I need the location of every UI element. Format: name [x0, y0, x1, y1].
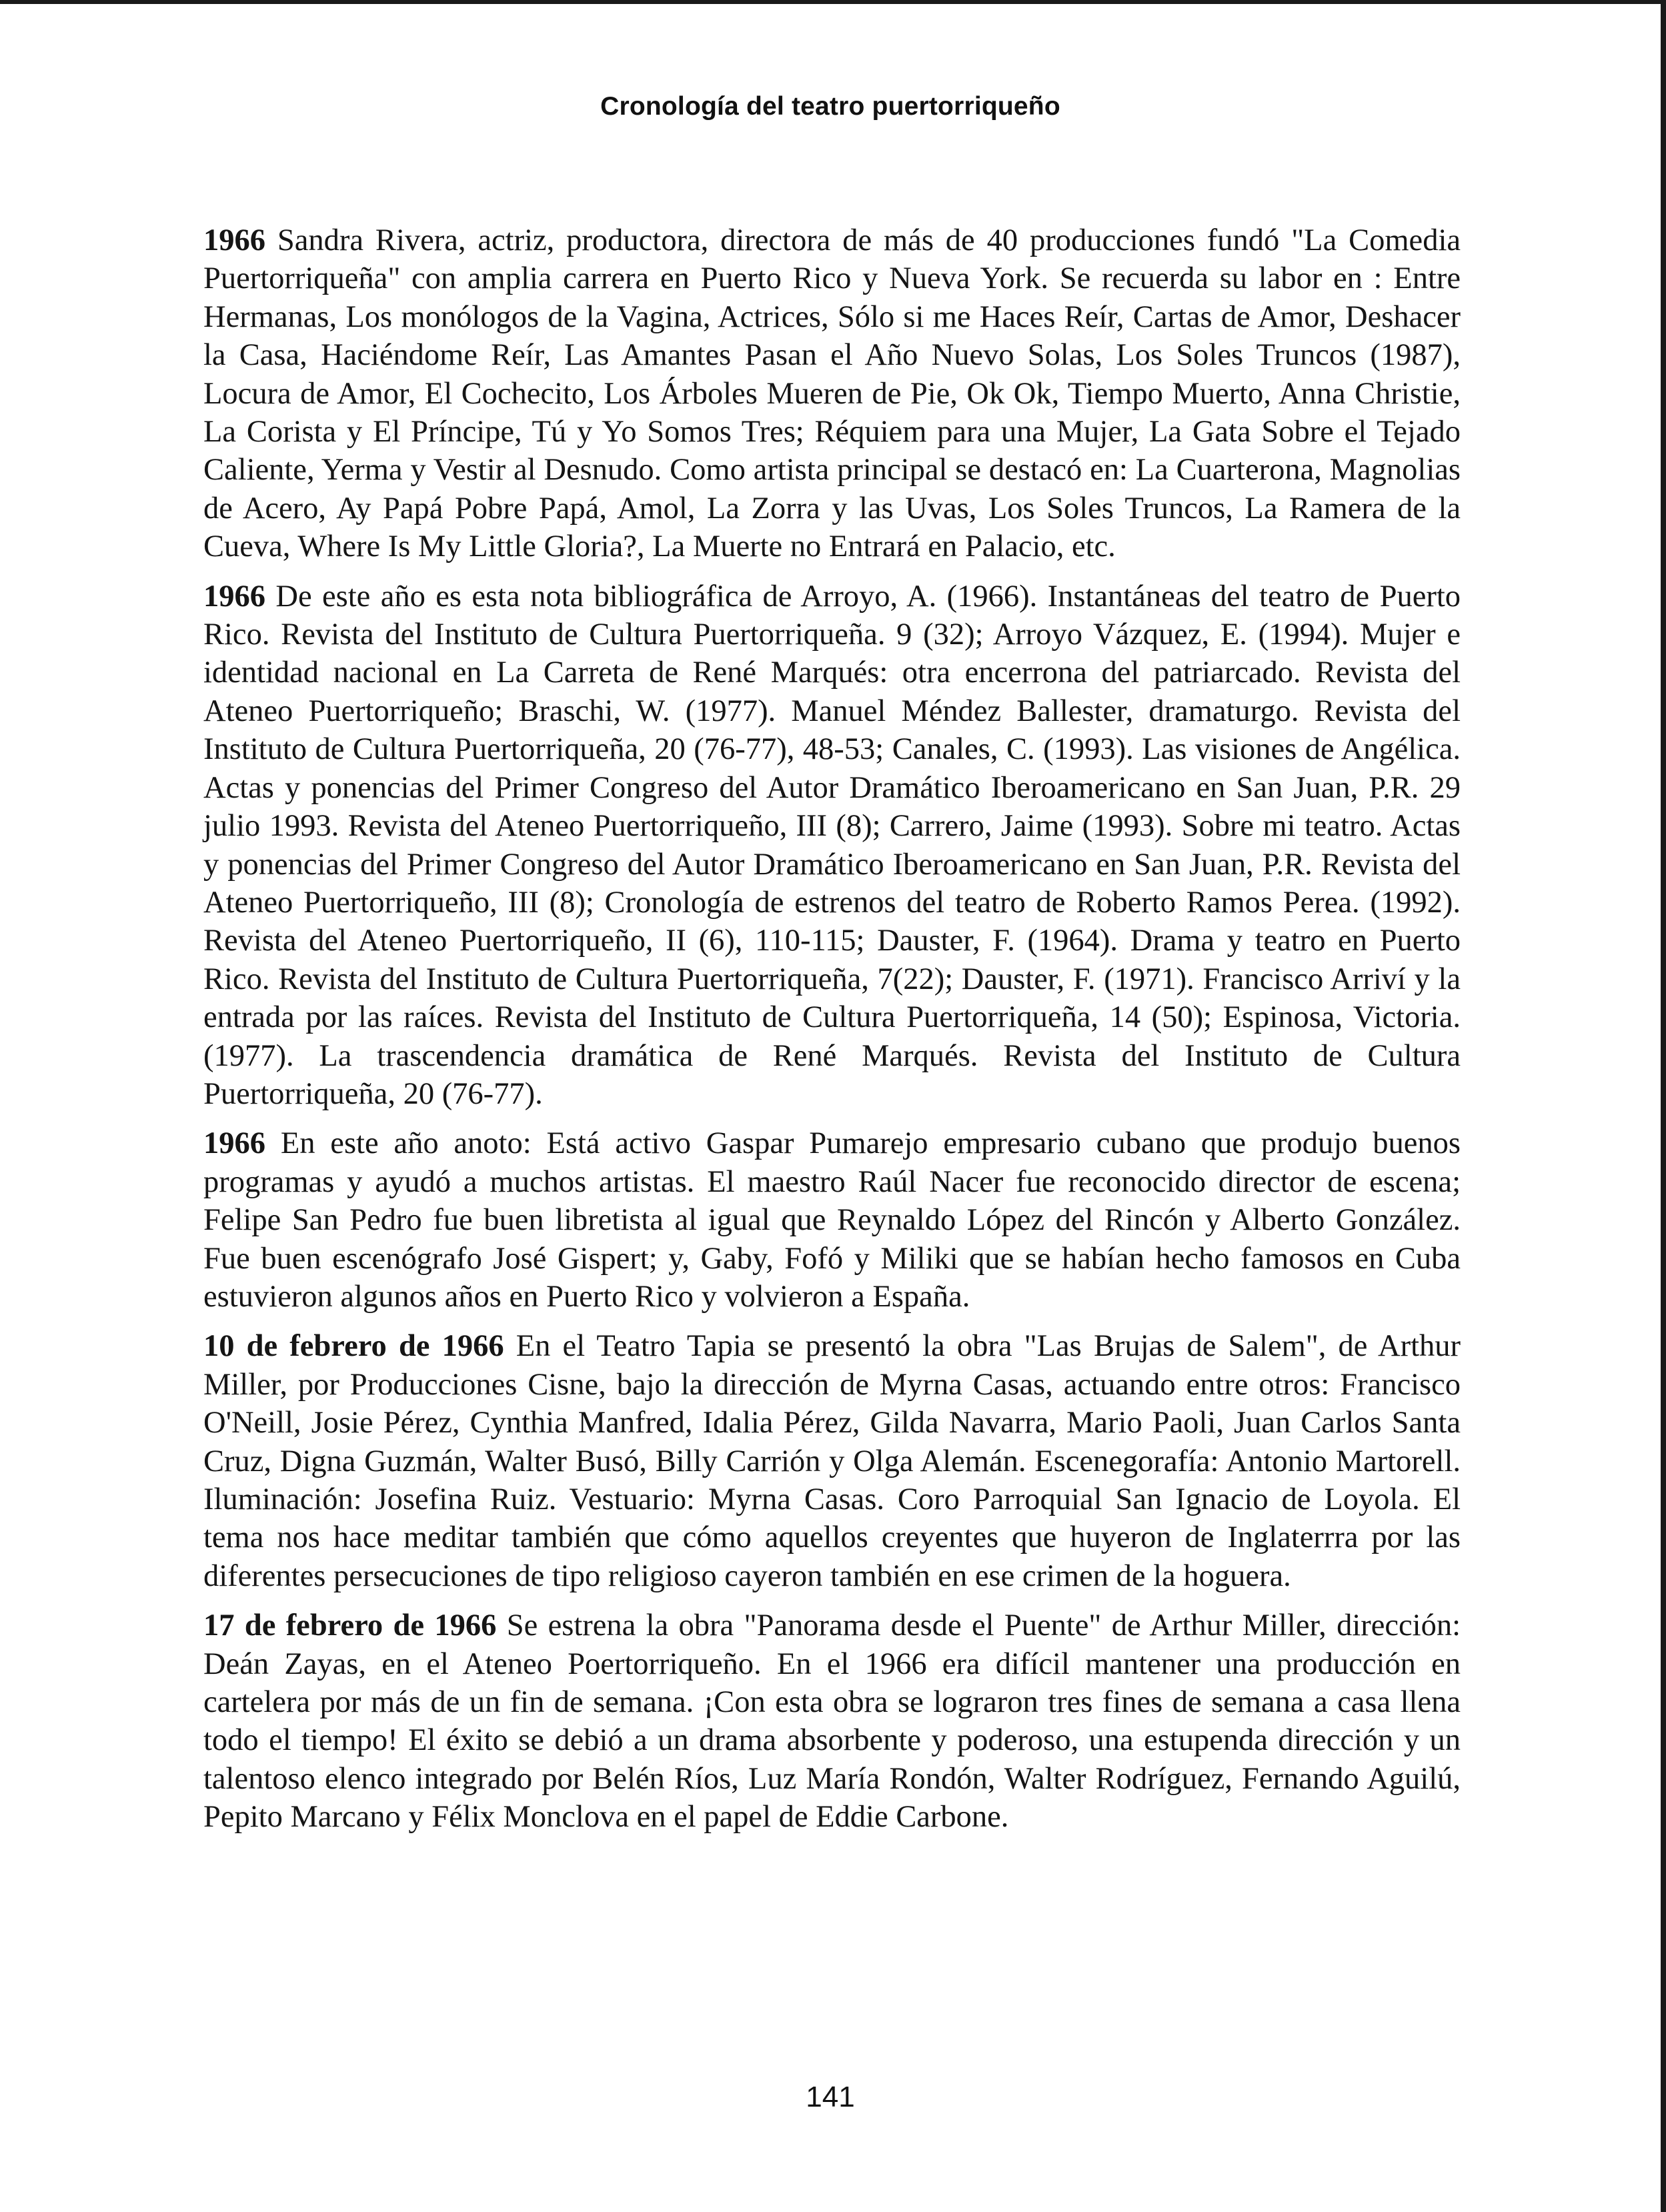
chronology-entry: [203, 221, 1461, 566]
entry-text: De este año es esta nota bibliográfica de Arroyo, A. (1966). Instantáneas del teatro de Puerto Rico. Revista del Instituto de Cultura Puertorriqueña. 9 (32); Arroyo Vázquez, E. (1994). Mujer e identidad nacional en La Carreta de René Marqués: otra encerrona del patriarcado. Revista del Ateneo Puertorriqueño; Braschi, W. (1977). Manuel Méndez Ballester, dramaturgo. Revista del Instituto de Cultura Puertorriqueña, 20 (76-77), 48-53; Canales, C. (1993). Las visiones de Angélica. Actas y ponencias del Primer Congreso del Autor Dramático Iberoamericano en San Juan, P.R. 29 julio 1993. Revista del Ateneo Puertorriqueño, III (8); Carrero, Jaime (1993). Sobre mi teatro. Actas y ponencias del Primer Congreso del Autor Dramático Iberoamericano en San Juan, P.R. Revista del Ateneo Puertorriqueño, III (8); Cronología de estrenos del teatro de Roberto Ramos Perea. (1992). Revista del Ateneo Puertorriqueño, II (6), 110-115; Dauster, F. (1964). Drama y teatro en Puerto Rico. Revista del Instituto de Cultura Puertorriqueña, 7(22); Dauster, F. (1971). Francisco Arriví y la entrada por las raíces. Revista del Instituto de Cultura Puertorriqueña, 14 (50); Espinosa, Victoria. (1977). La trascendencia dramática de René Marqués. Revista del Instituto de Cultura Puertorriqueña, 20 (76-77).: [203, 579, 1461, 1111]
entry-date: 1966: [203, 579, 265, 614]
chronology-entry: [203, 1606, 1461, 1836]
entry-text: Se estrena la obra "Panorama desde el Puente" de Arthur Miller, dirección: Deán Zayas, en el Ateneo Poertorriqueño. En el 1966 era difícil mantener una producción en cartelera por más de un fin de semana. ¡Con esta obra se lograron tres fines de semana a casa llena todo el tiempo! El éxito se debió a un drama absorbente y poderoso, una estupenda dirección y un talentoso elenco integrado por Belén Ríos, Luz María Rondón, Walter Rodríguez, Fernando Aguilú, Pepito Marcano y Félix Monclova en el papel de Eddie Carbone.: [203, 1608, 1461, 1835]
entry-text: Sandra Rivera, actriz, productora, directora de más de 40 producciones fundó "La Comedia Puertorriqueña" con amplia carrera en Puerto Rico y Nueva York. Se recuerda su labor en : Entre Hermanas, Los monólogos de la Vagina, Actrices, Sólo si me Haces Reír, Cartas de Amor, Deshacer la Casa, Haciéndome Reír, Las Amantes Pasan el Año Nuevo Solas, Los Soles Truncos (1987), Locura de Amor, El Cochecito, Los Árboles Mueren de Pie, Ok Ok, Tiempo Muerto, Anna Christie, La Corista y El Príncipe, Tú y Yo Somos Tres; Réquiem para una Mujer, La Gata Sobre el Tejado Caliente, Yerma y Vestir al Desnudo. Como artista principal se destacó en: La Cuarterona, Magnolias de Acero, Ay Papá Pobre Papá, Amol, La Zorra y las Uvas, Los Soles Truncos, La Ramera de la Cueva, Where Is My Little Gloria?, La Muerte no Entrará en Palacio, etc.: [203, 223, 1461, 564]
entry-text: En el Teatro Tapia se presentó la obra "Las Brujas de Salem", de Arthur Miller, por Producciones Cisne, bajo la dirección de Myrna Casas, actuando entre otros: Francisco O'Neill, Josie Pérez, Cynthia Manfred, Idalia Pérez, Gilda Navarra, Mario Paoli, Juan Carlos Santa Cruz, Digna Guzmán, Walter Busó, Billy Carrión y Olga Alemán. Escenegorafía: Antonio Martorell. Iluminación: Josefina Ruiz. Vestuario: Myrna Casas. Coro Parroquial San Ignacio de Loyola. El tema nos hace meditar también que cómo aquellos creyentes que huyeron de Inglaterrra por las diferentes persecuciones de tipo religioso cayeron también en ese crimen de la hoguera.: [203, 1329, 1461, 1593]
document-body: [203, 221, 1461, 1848]
entry-date: 1966: [203, 223, 265, 257]
running-header: Cronología del teatro puertorriqueño: [600, 92, 1060, 121]
entry-date: 10 de febrero de 1966: [203, 1329, 504, 1364]
scan-border-top: [0, 0, 1666, 4]
chronology-entry: [203, 1124, 1461, 1316]
entry-date: 1966: [203, 1126, 265, 1161]
chronology-entry: [203, 578, 1461, 1114]
scan-border-right: [1661, 0, 1666, 2212]
page-number: 141: [806, 2081, 855, 2113]
chronology-entry: [203, 1327, 1461, 1595]
entry-text: En este año anoto: Está activo Gaspar Pumarejo empresario cubano que produjo buenos programas y ayudó a muchos artistas. El maestro Raúl Nacer fue reconocido director de escena; Felipe San Pedro fue buen libretista al igual que Reynaldo López del Rincón y Alberto González. Fue buen escenógrafo José Gispert; y, Gaby, Fofó y Miliki que se habían hecho famosos en Cuba estuvieron algunos años en Puerto Rico y volvieron a España.: [203, 1126, 1461, 1314]
entry-date: 17 de febrero de 1966: [203, 1608, 497, 1643]
